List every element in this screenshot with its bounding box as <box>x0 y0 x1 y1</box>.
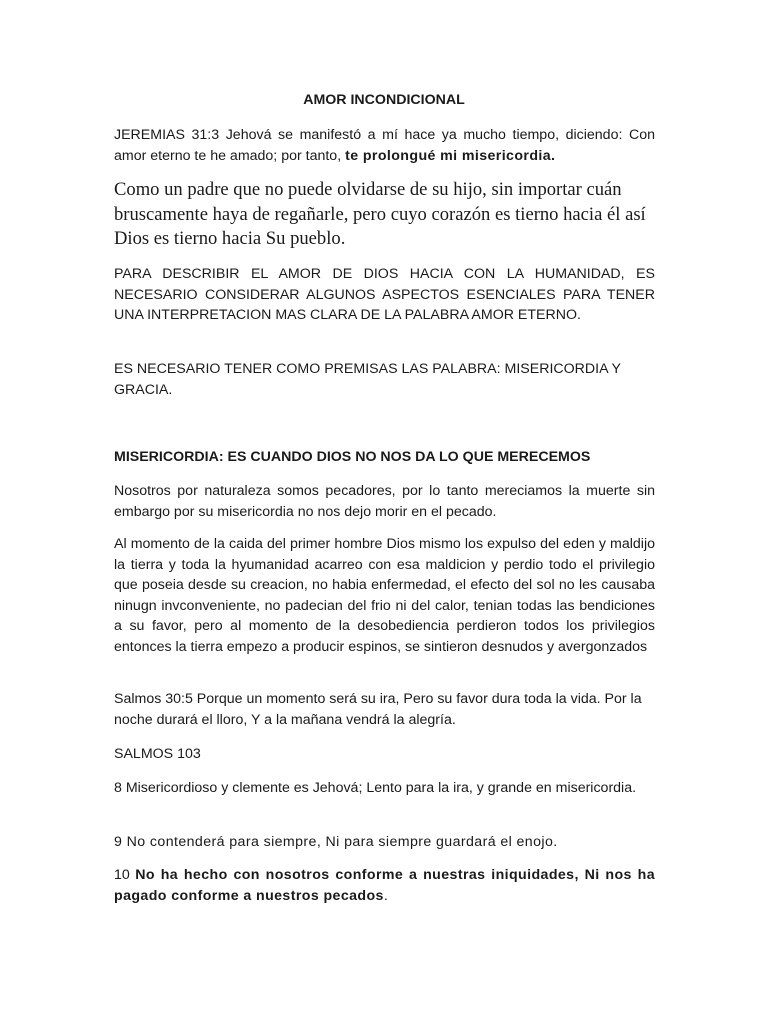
document-title: AMOR INCONDICIONAL <box>303 92 465 108</box>
section-heading-misericordia: MISERICORDIA: ES CUANDO DIOS NO NOS DA LO QUE MERECEMOS <box>114 449 591 465</box>
paragraph-describe: PARA DESCRIBIR EL AMOR DE DIOS HACIA CON LA HUMANIDAD, ES NECESARIO CONSIDERAR ALGUNOS ASPECTOS ESENCIALES PARA TENER UNA INTERPRETACION MAS CLARA DE LA PALABRA AMOR ETERNO. <box>114 266 655 323</box>
verse-9: 9 No contenderá para siempre, Ni para siempre guardará el enojo. <box>114 834 558 850</box>
jeremias-text: JEREMIAS 31:3 Jehová se manifestó a mí hace ya mucho tiempo, diciendo: Con amor eterno te he amado; por tanto, <box>114 127 655 164</box>
paragraph-salmos-103: SALMOS 103 <box>114 746 201 762</box>
paragraph-salmos-30: Salmos 30:5 Porque un momento será su ira, Pero su favor dura toda la vida. Por la noche durará el lloro, Y a la mañana vendrá la alegría. <box>114 691 642 728</box>
verse-10-number: 10 <box>114 867 136 883</box>
verse-8: 8 Misericordioso y clemente es Jehová; Lento para la ira, y grande en misericordia. <box>114 780 637 796</box>
paragraph-father: Como un padre que no puede olvidarse de su hijo, sin importar cuán bruscamente haya de regañarle, pero cuyo corazón es tierno hacia él así Dios es tierno hacia Su pueblo. <box>114 179 646 249</box>
jeremias-bold-text: te prolongué mi misericordia. <box>345 147 556 164</box>
paragraph-premisas: ES NECESARIO TENER COMO PREMISAS LAS PALABRA: MISERICORDIA Y GRACIA. <box>114 361 621 398</box>
verse-10 <box>114 865 655 906</box>
verse-10-bold-text: No ha hecho con nosotros conforme a nuestras iniquidades, Ni nos ha pagado conforme a nuestros pecados <box>114 867 655 904</box>
paragraph-caida: Al momento de la caida del primer hombre Dios mismo los expulso del eden y maldijo la tierra y toda la hyumanidad acarreo con esa maldicion y perdio todo el privilegio que poseia desde su creacion, no habia enfermedad, el efecto del sol no les causaba ninugn invconveniente, no padecian del frio ni del calor, tenian todas las bendiciones a su favor, pero al momento de la desobediencia perdieron todos los privilegios entonces la tierra empezo a producir espinos, se sintieron desnudos y avergonzados <box>114 536 655 655</box>
paragraph-jeremias <box>114 125 655 166</box>
verse-10-tail: . <box>383 887 388 904</box>
paragraph-pecadores: Nosotros por naturaleza somos pecadores, por lo tanto mereciamos la muerte sin embargo por su misericordia no nos dejo morir en el pecado. <box>114 483 655 520</box>
